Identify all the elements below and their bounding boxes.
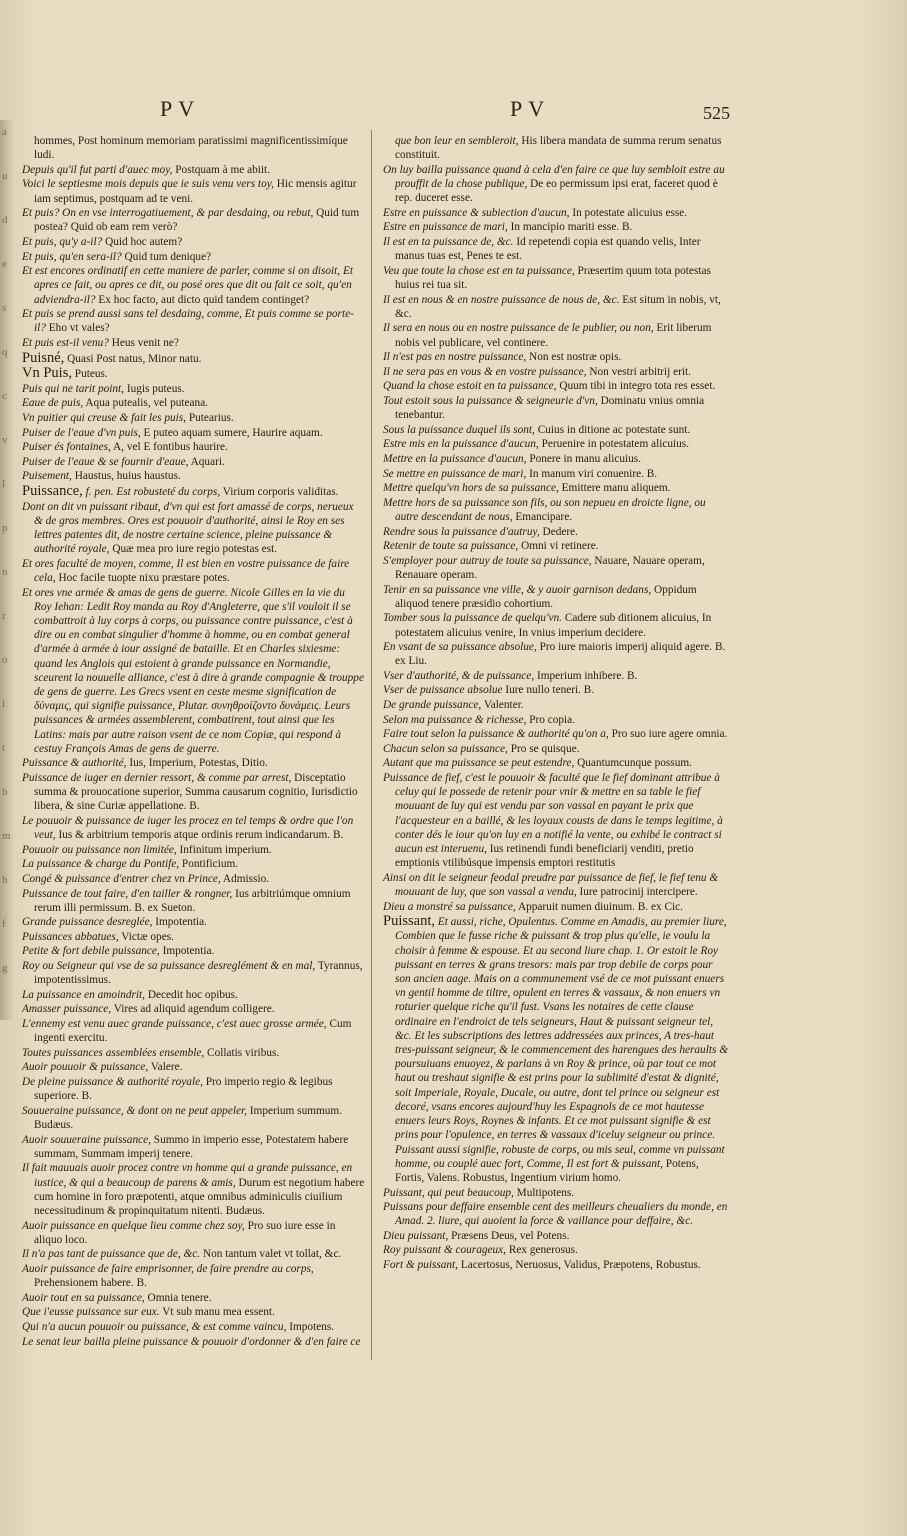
latin-equivalent: Non vestri arbitrij erit.	[589, 365, 691, 378]
french-phrase: Tenir en sa puissance vne ville, & y auoir garnison dedans,	[383, 583, 652, 596]
dictionary-entry	[22, 250, 365, 264]
dictionary-entry	[22, 843, 365, 857]
french-phrase: Il est en ta puissance de, &c.	[383, 235, 514, 248]
french-phrase: Il fait mauuais auoir procez contre vn homme qui a grande puissance, en iustice, & qui a beaucoup de parens & amis,	[22, 1162, 353, 1189]
latin-equivalent: Impotentia.	[155, 916, 207, 929]
dictionary-entry	[383, 365, 728, 379]
latin-equivalent: Impotentia.	[162, 945, 215, 958]
bleed-glyph: m	[2, 830, 11, 842]
bleed-glyph: b	[2, 786, 8, 798]
french-phrase: Puissances abbatues,	[22, 930, 119, 943]
dictionary-entry	[383, 871, 728, 899]
french-phrase: Et est encores ordinatif en cette maniere de parler, comme si on disoit, Et apres ce fait, ou apres ce dit, ou posé ores que dit ou fait ce soit, qu'en adviendra-il?	[22, 265, 353, 306]
latin-equivalent: Summo in imperio esse, Potestatem habere summam, Summam imperij tenere.	[34, 1133, 349, 1160]
french-phrase: Il est en nous & en nostre puissance de nous de, &c.	[383, 293, 620, 306]
dictionary-entry	[22, 336, 365, 350]
page-number: 525	[703, 103, 730, 123]
latin-equivalent: Id repetendi copia est quando velis, Inter manus tuas est, Penes te est.	[395, 235, 701, 263]
latin-equivalent: Ponere in manu alicuius.	[529, 452, 642, 465]
french-phrase: Auoir puissance en quelque lieu comme chez soy,	[22, 1219, 245, 1232]
french-phrase: Ainsi on dit le seigneur feodal preudre par puissance de fief, le fief tenu & mouuant de luy, que son vassal a vendu,	[383, 871, 719, 899]
gutter-bleed	[0, 120, 14, 1020]
french-phrase: Veu que toute la chose est en ta puissance,	[383, 264, 575, 277]
french-phrase: Puissance de iuger en dernier ressort, & comme par arrest,	[22, 771, 292, 784]
french-phrase: Depuis qu'il fut parti d'auec moy,	[22, 163, 173, 176]
latin-equivalent: Pro suo iure esse in aliquo loco.	[34, 1219, 336, 1246]
dictionary-entry	[383, 1200, 728, 1228]
bleed-glyph: n	[2, 566, 8, 578]
latin-equivalent: Apparuit numen diuinum. B. ex Cic.	[517, 900, 683, 913]
bleed-glyph: r	[2, 610, 6, 622]
latin-equivalent: Pro iure maioris imperij aliquid agere. B. ex Liu.	[395, 641, 726, 668]
french-phrase: Auoir souueraine puissance,	[22, 1133, 151, 1146]
dictionary-entry	[22, 1219, 365, 1247]
latin-equivalent: Collatis viribus.	[207, 1046, 280, 1059]
latin-equivalent: In mancipio mariti esse. B.	[510, 221, 633, 234]
left-column	[22, 134, 365, 1349]
dictionary-entry	[22, 396, 365, 410]
entry-headword: Puissance,	[22, 482, 83, 499]
latin-equivalent: Nauare, Nauare operam, Renauare operam.	[395, 554, 705, 581]
dictionary-entry	[22, 872, 365, 886]
dictionary-entry	[383, 1186, 728, 1200]
latin-equivalent: Præsertim quum tota potestas huius rei tua sit.	[395, 264, 711, 291]
latin-equivalent: E puteo aquam sumere, Haurire aquam.	[143, 426, 323, 439]
dictionary-entry	[383, 1258, 728, 1272]
latin-equivalent: Ius & arbitrium temporis atque ordinis rerum indicandarum. B.	[58, 829, 344, 842]
dictionary-entry	[383, 698, 728, 712]
latin-equivalent: Non est nostræ opis.	[529, 351, 622, 364]
french-phrase: que bon leur en sembleroit,	[395, 135, 519, 147]
french-phrase: Tout estoit sous la puissance & seigneurie d'vn,	[383, 394, 598, 407]
latin-equivalent: In potestate alicuius esse.	[572, 206, 688, 219]
dictionary-entry	[383, 1229, 728, 1243]
dictionary-entry	[383, 437, 728, 451]
dictionary-entry	[383, 220, 728, 234]
latin-equivalent: Oppidum aliquod tenere præsidio cohortium.	[395, 583, 697, 610]
dictionary-entry	[22, 1075, 365, 1103]
dictionary-entry	[383, 727, 728, 741]
latin-equivalent: Imperium summum. Budæus.	[34, 1104, 343, 1132]
bleed-glyph: h	[2, 874, 8, 886]
french-phrase: Faire tout selon la puissance & authorité qu'on a,	[383, 728, 609, 741]
column-rule	[371, 130, 372, 1360]
french-phrase: Estre en puissance & subiection d'aucun,	[383, 206, 570, 219]
french-phrase: Vser de puissance absolue	[383, 684, 503, 697]
dictionary-entry	[383, 1243, 728, 1257]
bleed-glyph: p	[2, 522, 8, 534]
bleed-glyph: i	[2, 698, 6, 710]
french-phrase: Pouuoir ou puissance non limitée,	[22, 843, 177, 856]
dictionary-entry	[22, 500, 365, 557]
dictionary-entry	[22, 586, 365, 756]
latin-equivalent: Haustus, huius haustus.	[74, 470, 181, 483]
dictionary-entry	[383, 496, 728, 524]
dictionary-entry	[22, 206, 365, 234]
dictionary-entry	[22, 944, 365, 958]
dictionary-entry	[22, 857, 365, 871]
french-phrase: Retenir de toute sa puissance,	[383, 540, 519, 553]
bleed-glyph: u	[2, 170, 8, 182]
french-phrase: Dont on dit vn puissant ribaut, d'vn qui est fort amassé de corps, nerueux & de gros membres. Ores est pouuoir d'authorité, ainsi le Roy en ses lettres patentes dit, de nostre certaine science, pleine puissance & authorité royale,	[22, 500, 354, 556]
latin-equivalent: Ius, Imperium, Potestas, Ditio.	[129, 757, 268, 770]
dictionary-entry	[22, 1262, 365, 1290]
french-phrase: Puissance & authorité,	[22, 757, 127, 770]
french-phrase: Fort & puissant,	[383, 1259, 459, 1272]
latin-equivalent: Est situm in nobis, vt, &c.	[395, 293, 721, 320]
dictionary-entry	[22, 366, 365, 381]
french-phrase: Puisement,	[22, 470, 72, 483]
latin-equivalent: Infinitum imperium.	[179, 843, 272, 856]
french-phrase: Tomber sous la puissance de quelqu'vn.	[383, 612, 562, 625]
latin-equivalent: Puteus.	[74, 368, 108, 381]
right-column	[383, 134, 728, 1273]
french-phrase: Que i'eusse puissance sur eux.	[22, 1306, 160, 1319]
french-phrase: Le pouuoir & puissance de iuger les procez en tel temps & ordre que l'on veut,	[22, 814, 354, 842]
french-phrase: Puissance de tout faire, d'en tailler & rongner,	[22, 887, 233, 900]
latin-equivalent: Dedere.	[542, 525, 578, 538]
french-phrase: L'ennemy est venu auec grande puissance, c'est auec grosse armée,	[22, 1018, 327, 1031]
dictionary-entry	[22, 1305, 365, 1319]
dictionary-entry	[383, 900, 728, 914]
french-phrase: Auoir puissance de faire emprisonner, de faire prendre au corps,	[22, 1263, 314, 1276]
dictionary-entry	[22, 1017, 365, 1045]
latin-equivalent: Omnia tenere.	[147, 1291, 212, 1304]
french-phrase: Puiser de l'eaue d'vn puis,	[22, 426, 141, 439]
french-phrase: Le senat leur bailla pleine puissance & pouuoir d'ordonner & d'en faire ce	[22, 1335, 361, 1348]
dictionary-entry	[383, 525, 728, 539]
french-phrase: Selon ma puissance & richesse,	[383, 713, 527, 726]
dictionary-entry	[383, 771, 728, 870]
dictionary-entry	[22, 988, 365, 1002]
dictionary-entry	[383, 467, 728, 481]
french-phrase: En vsant de sa puissance absolue,	[383, 641, 537, 654]
latin-equivalent: Postquam à me abiit.	[175, 163, 271, 176]
latin-equivalent: Prehensionem habere. B.	[34, 1277, 147, 1290]
latin-equivalent: In manum viri conuenire. B.	[529, 467, 658, 480]
french-phrase: De grande puissance,	[383, 699, 482, 712]
latin-equivalent: Disceptatio summa & prouocatione superior, Summa causarum cognitio, Iurisdictio libera, & sine Curiæ appellatione. B.	[34, 771, 358, 813]
bleed-glyph: o	[2, 654, 8, 666]
latin-equivalent: Pro se quisque.	[510, 742, 580, 755]
latin-equivalent: Emancipare.	[515, 510, 573, 523]
latin-equivalent: Emittere manu aliquem.	[561, 482, 671, 495]
latin-equivalent: Quæ mea pro iure regio potestas est.	[112, 543, 278, 556]
latin-equivalent: Impotens.	[289, 1321, 335, 1334]
french-phrase: Qui n'a aucun pouuoir ou puissance, & est comme vaincu,	[22, 1321, 287, 1334]
latin-equivalent: Cadere sub ditionem alicuius, In potestatem alicuius venire, In vnius imperium decidere.	[395, 612, 712, 639]
french-phrase: Souueraine puissance, & dont on ne peut appeler,	[22, 1104, 247, 1117]
french-phrase: Il sera en nous ou en nostre puissance de le publier, ou non,	[383, 322, 654, 335]
french-phrase: Et puis se prend aussi sans tel desdaing, comme, Et puis comme se porte-il?	[22, 308, 354, 335]
latin-equivalent: Vires ad aliquid agendum colligere.	[113, 1003, 275, 1016]
dictionary-entry	[383, 611, 728, 639]
dictionary-entry	[22, 1046, 365, 1060]
dictionary-entry	[383, 756, 728, 770]
french-phrase: Chacun selon sa puissance,	[383, 742, 508, 755]
french-phrase: Et puis? On en vse interrogatiuement, & par desdaing, ou rebut,	[22, 207, 314, 220]
latin-equivalent: Eho vt vales?	[48, 322, 110, 335]
entry-headword: Vn Puis,	[22, 365, 72, 382]
dictionary-entry	[22, 1133, 365, 1161]
latin-equivalent: Hoc facile tuopte nixu præstare potes.	[58, 571, 230, 584]
french-phrase: Mettre quelqu'vn hors de sa puissance,	[383, 482, 559, 495]
french-phrase: Voici le septiesme mois depuis que ie suis venu vers toy,	[22, 178, 274, 191]
dictionary-entry	[383, 583, 728, 611]
french-phrase: Toutes puissances assemblées ensemble,	[22, 1046, 205, 1059]
dictionary-entry	[22, 814, 365, 842]
latin-equivalent: Valere.	[150, 1061, 183, 1074]
latin-equivalent: Quasi Post natus, Minor natu.	[67, 352, 202, 365]
dictionary-entry	[22, 887, 365, 915]
entry-headword: Puisné,	[22, 349, 65, 366]
latin-equivalent: A, vel E fontibus haurire.	[113, 441, 228, 454]
bleed-glyph: a	[2, 126, 7, 138]
latin-equivalent: Pro copia.	[529, 713, 576, 726]
latin-equivalent: Iugis puteus.	[126, 382, 185, 395]
entry-headword: Puissant,	[383, 913, 435, 930]
french-phrase: Il n'est pas en nostre puissance,	[383, 351, 527, 364]
french-phrase: Rendre sous la puissance d'autruy,	[383, 525, 540, 538]
latin-equivalent: Durum est negotium habere cum homine in foro præpotenti, atque omnibus adminiculis ciuilium necessitudinum & propinquitatum nitenti. Budæus.	[34, 1176, 365, 1218]
dictionary-entry	[22, 235, 365, 249]
latin-equivalent: Erit liberum nobis vel publicare, vel continere.	[395, 322, 712, 349]
dictionary-entry	[22, 426, 365, 440]
latin-equivalent: Hic mensis agitur iam septimus, postquam ad te veni.	[34, 178, 357, 205]
french-phrase: Puissance de fief, c'est le pouuoir & faculté que le fief dominant attribue à celuy qui le possede de retenir pour vnir & mettre en sa table le fief mouuant de luy qui est vendu par son vassal en payant le prix que l'acquesteur en a baillé, & les loyaux cousts de dans le temps legitime, à conter dés le iour qu'on luy en a notifié la vente, ou exhibé le contract si aucun est interuenu,	[383, 772, 723, 856]
bleed-glyph: t	[2, 742, 6, 754]
latin-equivalent: Præsens Deus, vel Potens.	[451, 1229, 570, 1242]
french-phrase: Roy ou Seigneur qui vse de sa puissance desreglément & en mal,	[22, 960, 316, 973]
french-phrase: Dieu puissant,	[383, 1229, 449, 1242]
french-phrase: Et puis est-il venu?	[22, 336, 109, 349]
french-phrase: On luy bailla puissance quand à cela d'en faire ce que luy sembloit estre au prouffit de la chose publique,	[383, 163, 725, 190]
dictionary-entry	[22, 959, 365, 987]
latin-equivalent: Virium corporis validitas.	[222, 485, 339, 498]
dictionary-entry	[383, 539, 728, 553]
french-phrase: Mettre en la puissance d'aucun,	[383, 452, 527, 465]
latin-equivalent: Ius retinendi fundi beneficiarij venditi, pretio emptionis vtilibúsque impensis emptori restitutis	[395, 843, 694, 870]
dictionary-entry	[22, 930, 365, 944]
french-phrase: La puissance & charge du Pontife,	[22, 858, 180, 871]
french-phrase: Grande puissance desreglée,	[22, 916, 153, 929]
french-phrase: Dieu a monstré sa puissance,	[383, 900, 516, 913]
dictionary-entry	[22, 455, 365, 469]
dictionary-entry	[383, 206, 728, 220]
latin-equivalent: Robustus, Ingentium virium homo.	[462, 1171, 622, 1184]
french-phrase: Puissans pour deffaire ensemble cent des meilleurs cheualiers du monde, en Amad. 2. liure, qui auoient la force & vaillance pour deffaire, &c.	[383, 1201, 728, 1228]
french-phrase: Quand la chose estoit en ta puissance,	[383, 380, 557, 393]
latin-equivalent: Pontificium.	[181, 858, 239, 871]
dictionary-entry	[383, 481, 728, 495]
french-phrase: Roy puissant & courageux,	[383, 1244, 506, 1257]
latin-equivalent: Dominatu vnius omnia tenebantur.	[395, 394, 705, 422]
dictionary-entry	[22, 134, 365, 162]
dictionary-entry	[22, 1060, 365, 1074]
latin-equivalent: Rex generosus.	[508, 1244, 578, 1257]
dictionary-entry	[383, 394, 728, 422]
french-phrase: Puiser és fontaines,	[22, 441, 111, 454]
latin-equivalent: hommes, Post hominum memoriam paratissimi magnificentissimíque ludi.	[34, 135, 348, 162]
french-phrase: Puissant, qui peut beaucoup,	[383, 1186, 514, 1199]
latin-equivalent: Quantumcunque possum.	[577, 757, 692, 770]
dictionary-entry	[22, 1291, 365, 1305]
bleed-glyph: c	[2, 390, 7, 402]
french-phrase: Puiser de l'eaue & se fournir d'eaue,	[22, 455, 189, 468]
latin-equivalent: Putearius.	[188, 411, 234, 424]
dictionary-entry	[22, 382, 365, 396]
dictionary-entry	[22, 1161, 365, 1218]
french-phrase: f. pen. Est robusteté du corps,	[85, 485, 221, 498]
dictionary-entry	[22, 177, 365, 205]
running-head-left: PV	[160, 96, 201, 121]
latin-equivalent: Peruenire in potestatem alicuius.	[541, 438, 690, 451]
french-phrase: Estre en puissance de mari,	[383, 221, 508, 234]
latin-equivalent: Cum ingenti exercitu.	[34, 1018, 352, 1045]
latin-equivalent: Ex hoc facto, aut dicto quid tandem continget?	[98, 293, 310, 306]
bleed-glyph: g	[2, 962, 8, 974]
french-phrase: De pleine puissance & authorité royale,	[22, 1076, 203, 1089]
dictionary-entry	[383, 235, 728, 263]
latin-equivalent: Iure patrocinij intercipere.	[579, 886, 698, 899]
latin-equivalent: His libera mandata de summa rerum senatus constituit.	[395, 135, 722, 162]
bleed-glyph: q	[2, 346, 8, 358]
latin-equivalent: Ius arbitriúmque omnium rerum illi permissum. B. ex Sueton.	[34, 887, 351, 914]
french-phrase: Eaue de puis,	[22, 397, 84, 410]
latin-equivalent: Iure nullo teneri. B.	[505, 684, 595, 697]
dictionary-entry	[22, 1247, 365, 1261]
latin-equivalent: Aqua putealis, vel puteana.	[85, 397, 209, 410]
dictionary-entry	[383, 742, 728, 756]
latin-equivalent: Admissio.	[222, 872, 270, 885]
latin-equivalent: Quid hoc autem?	[105, 235, 183, 248]
bleed-glyph: e	[2, 258, 7, 270]
latin-equivalent: Lacertosus, Neruosus, Validus, Præpotens, Robustus.	[460, 1259, 701, 1272]
dictionary-entry	[383, 669, 728, 683]
latin-equivalent: Cuius in ditione ac potestate sunt.	[537, 423, 691, 436]
dictionary-entry	[22, 469, 365, 483]
french-phrase: Amasser puissance,	[22, 1003, 112, 1016]
dictionary-entry	[383, 452, 728, 466]
dictionary-entry	[383, 321, 728, 349]
dictionary-entry	[22, 915, 365, 929]
french-phrase: Et puis, qu'y a-il?	[22, 235, 103, 248]
french-phrase: Mettre hors de sa puissance son fils, ou son nepueu en droicte ligne, ou autre descendant de nous,	[383, 496, 706, 523]
french-phrase: Vn puitier qui creuse & fait les puis,	[22, 411, 186, 424]
latin-equivalent: Victæ opes.	[121, 930, 174, 943]
french-phrase: Il ne sera pas en vous & en vostre puissance,	[383, 365, 587, 378]
dictionary-entry	[383, 914, 728, 1185]
dictionary-entry	[383, 134, 728, 162]
dictionary-entry	[22, 756, 365, 770]
dictionary-entry	[22, 411, 365, 425]
french-phrase: Autant que ma puissance se peut estendre,	[383, 757, 575, 770]
latin-equivalent: De eo permissum ipsi erat, faceret quod è rep. duceret esse.	[395, 178, 718, 205]
bleed-glyph: s	[2, 302, 7, 314]
bleed-glyph: v	[2, 434, 8, 446]
dictionary-entry	[22, 557, 365, 585]
dictionary-entry	[22, 1335, 365, 1349]
latin-equivalent: Quum tibi in integro tota res esset.	[559, 380, 716, 393]
bleed-glyph: f	[2, 918, 6, 930]
running-head-right: PV	[510, 96, 551, 121]
dictionary-entry	[383, 683, 728, 697]
dictionary-entry	[22, 484, 365, 499]
french-phrase: Et ores faculté de moyen, comme, Il est bien en vostre puissance de faire cela,	[22, 557, 350, 584]
french-phrase: La puissance en amoindrit,	[22, 988, 146, 1001]
latin-equivalent: Tyrannus, impotentissimus.	[34, 960, 363, 987]
french-phrase: Puis qui ne tarit point,	[22, 382, 124, 395]
french-phrase: Il n'a pas tant de puissance que de, &c.	[22, 1248, 201, 1261]
latin-equivalent: Pro imperio regio & legibus superiore. B.	[34, 1076, 333, 1103]
latin-equivalent: Pro suo iure agere omnia.	[611, 728, 728, 741]
latin-equivalent: Multipotens.	[516, 1186, 575, 1199]
dictionary-entry	[22, 440, 365, 454]
bleed-glyph: l	[2, 478, 6, 490]
dictionary-entry	[22, 1002, 365, 1016]
french-phrase: Auoir tout en sa puissance,	[22, 1291, 145, 1304]
dictionary-entry	[22, 264, 365, 307]
french-phrase: Congé & puissance d'entrer chez vn Prince,	[22, 872, 221, 885]
latin-equivalent: Quid tum denique?	[124, 250, 212, 263]
latin-equivalent: Aquari.	[190, 455, 225, 468]
dictionary-entry	[383, 713, 728, 727]
french-phrase: Vser d'authorité, & de puissance,	[383, 669, 535, 682]
latin-equivalent: Valenter.	[483, 699, 524, 712]
dictionary-entry	[383, 640, 728, 668]
dictionary-entry	[383, 554, 728, 582]
dictionary-entry	[383, 423, 728, 437]
french-phrase: Auoir pouuoir & puissance,	[22, 1061, 149, 1074]
french-phrase: Et ores vne armée & amas de gens de guerre. Nicole Gilles en la vie du Roy Iehan: Ledit Roy manda au Roy d'Angleterre, que s'il vouloit il se combattroit à luy corps à corps, ou puissance contre puissance, c'est à dire ou en combat singulier d'homme à homme, ou en combat general d'armée à armée à iour assigné de bataille. Et en Charles sixiesme: quand les Anglois qui estoient à grande puissance en Normandie, sceurent la nouuelle alliance, c'est à dire à grande compagnie & trouppe de gens de guerre. Les Grecs vsent en ceste mesme signification de δύναμις, qui signifie puissance, Plutar. συνηθροίζοντο δυνάμεις. Leurs puissances & armées assemblerent, combatirent, tout ainsi que les Latins: mais par autre raison vsent de ce nom Copiæ, qui respond à cestuy François Amas de gens de guerre.	[22, 586, 364, 755]
latin-equivalent: Heus venit ne?	[111, 336, 179, 349]
latin-equivalent: Quid tum postea? Quid ob eam rem verò?	[34, 207, 360, 234]
latin-equivalent: Vt sub manu mea essent.	[162, 1306, 275, 1319]
latin-equivalent: Decedit hoc opibus.	[147, 988, 238, 1001]
latin-equivalent: Non tantum valet vt tollat, &c.	[202, 1248, 342, 1261]
bleed-glyph: d	[2, 214, 8, 226]
dictionary-entry	[22, 307, 365, 335]
latin-equivalent: Potens, Fortis, Valens.	[395, 1157, 699, 1184]
dictionary-entry	[383, 350, 728, 364]
french-phrase: Petite & fort debile puissance,	[22, 945, 160, 958]
dictionary-entry	[22, 163, 365, 177]
dictionary-entry	[383, 163, 728, 206]
french-phrase: S'employer pour autruy de toute sa puissance,	[383, 554, 592, 567]
french-phrase: Et aussi, riche, Opulentus. Comme en Amadis, au premier liure, Combien que le fusse riche & puissant & trop plus qu'elle, ie voulu la choisir à femme & espouse. Et au second liure chap. 1. Or estoit le Roy puissant en terres & grans tresors: mais par trop debile de corps pour son ancien aage. Mais on a communement vsé de ce mot puissant enuers vn gentil homme de tiltre, opulent en terres & vassaux, & non enuers vn roturier quelque riche qu'il fust. Vsans les notaires de cette clause ordinaire en l'endroict de tels seigneurs, Haut & puissant seigneur tel, &c. Et les subscriptions des lettres addressées aux princes, A tres-haut tres-puissant seigneur, & le commencement des harengues des heraults & poursuiuans enuoyez, & parlans à vn Roy & prince, où par tout ce mot haut ou treshaut signifie & est prins pour la sublimité d'estat & dignité, soit Imperiale, Royale, Ducale, ou autre, dont tel prince ou seigneur est decoré, vsans encores aujourd'huy les Espagnols de ce mot hautesse enuers leurs Roys, Roynes & infants. Et ce mot puissant signifie & est prins pour l'opulence, en terres & vassaux d'iceluy seigneur ou prince. Puissant aussi signifie, robuste de corps, ou mis seul, comme vn puissant homme, ou couplé auec fort, Comme, Il est fort & puissant,	[395, 916, 728, 1170]
french-phrase: Et puis, qu'en sera-il?	[22, 250, 122, 263]
french-phrase: Sous la puissance duquel ils sont,	[383, 423, 535, 436]
french-phrase: Estre mis en la puissance d'aucun,	[383, 438, 539, 451]
dictionary-entry	[383, 379, 728, 393]
french-phrase: Se mettre en puissance de mari,	[383, 467, 527, 480]
latin-equivalent: Omni vi retinere.	[521, 540, 599, 553]
dictionary-entry	[22, 1104, 365, 1132]
dictionary-entry	[22, 351, 365, 366]
dictionary-entry	[383, 293, 728, 321]
dictionary-entry	[22, 1320, 365, 1334]
latin-equivalent: Imperium inhibere. B.	[536, 669, 638, 682]
dictionary-entry	[22, 771, 365, 814]
dictionary-entry	[383, 264, 728, 292]
